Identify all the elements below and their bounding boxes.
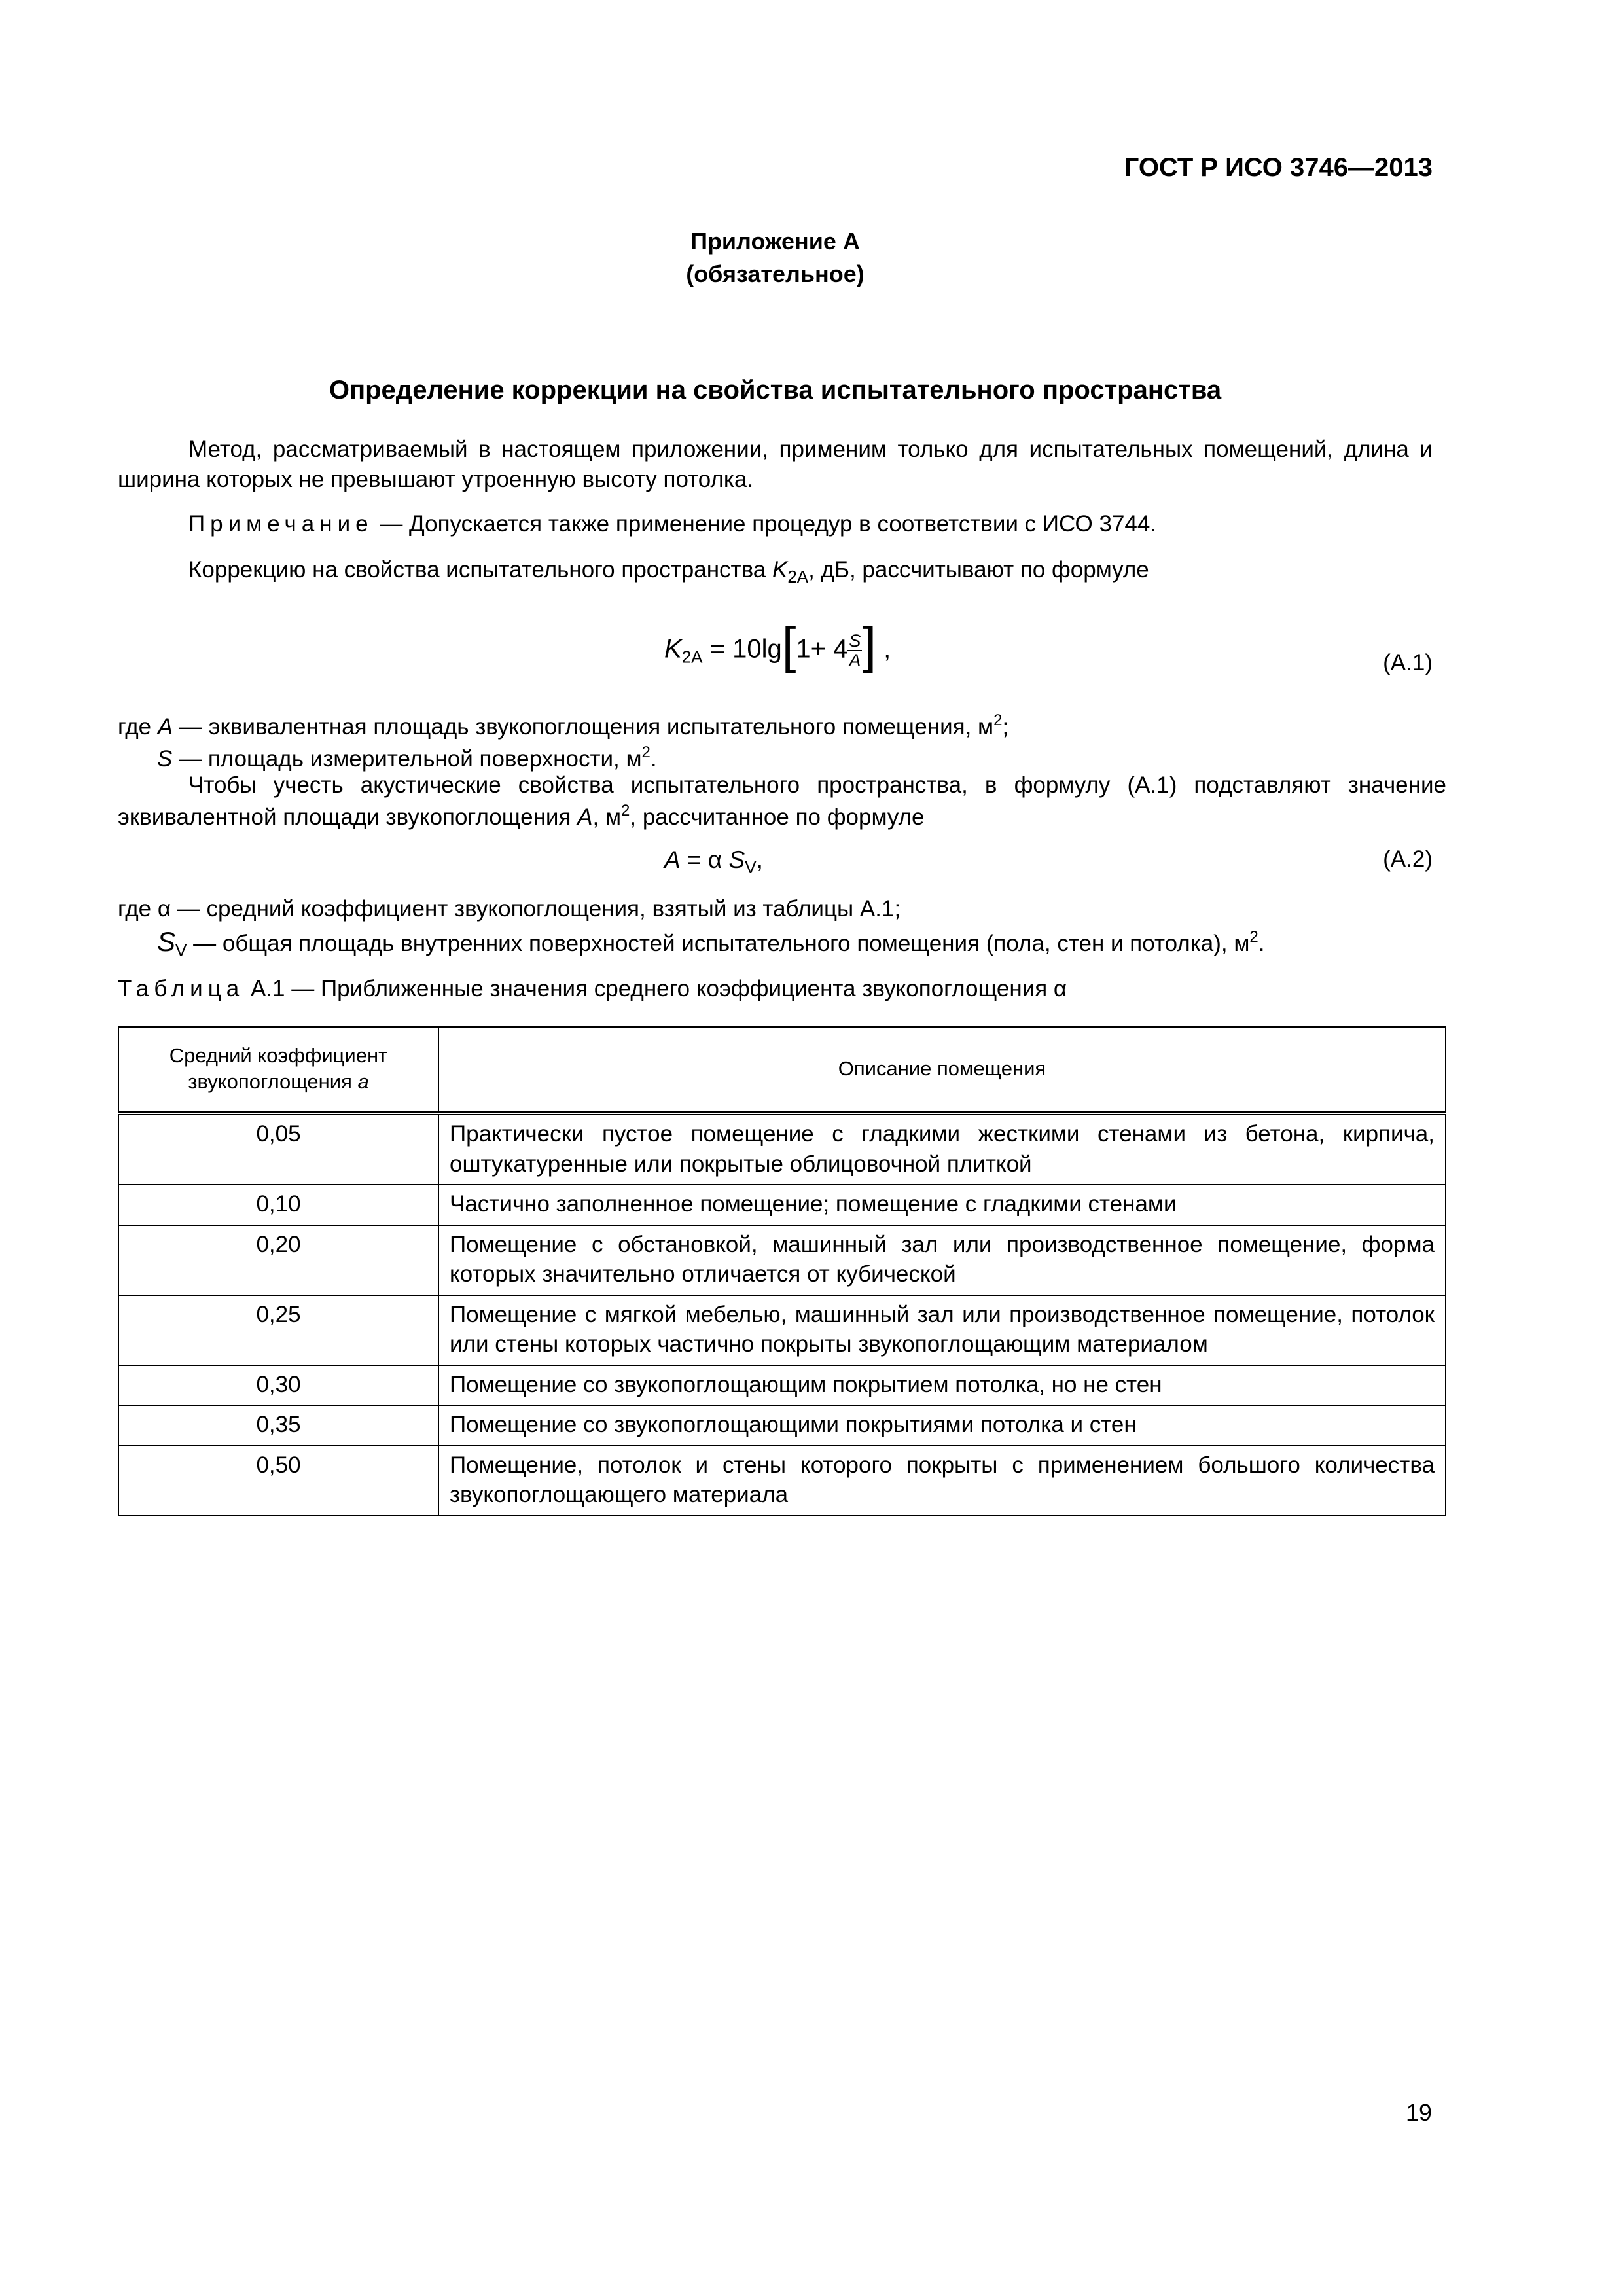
table-row <box>118 1225 1446 1295</box>
formula-a1 <box>664 616 891 674</box>
annex-label: Приложение А <box>690 228 860 255</box>
annex-title <box>118 225 1433 291</box>
absorption-table <box>118 1026 1446 1516</box>
fraction-s-over-a <box>847 632 862 670</box>
formula-a1-lhs: K <box>664 634 682 664</box>
formula-a2-eq: = α <box>680 846 729 873</box>
para2-symbol: A <box>577 804 593 830</box>
where-symbol: S <box>157 745 173 772</box>
where-dash: — <box>173 714 209 740</box>
where-end: . <box>1258 930 1265 956</box>
right-bracket: ] <box>862 616 877 674</box>
left-bracket: [ <box>781 616 796 674</box>
where-text: средний коэффициент звукопоглощения, взятый из таблицы A.1; <box>206 896 901 922</box>
where-text: общая площадь внутренних поверхностей испытательного помещения (пола, стен и потолка), м <box>222 930 1250 956</box>
coefficient-value: 0,30 <box>118 1365 438 1406</box>
table-caption-label: Таблица <box>118 976 245 1001</box>
coefficient-value: 0,50 <box>118 1446 438 1516</box>
where-text: площадь измерительной поверхности, м <box>207 745 642 772</box>
room-description: Помещение с мягкой мебелью, машинный зал или производственное помещение, потолок или стены которых частично покрыты звукопоглощающим материалом <box>438 1295 1446 1365</box>
coefficient-value: 0,05 <box>118 1113 438 1185</box>
where-text: эквивалентная площадь звукопоглощения испытательного помещения, м <box>208 714 994 740</box>
where-sup: 2 <box>993 711 1003 729</box>
where-dash: — <box>171 896 207 922</box>
formula-intro <box>118 555 1433 588</box>
para2-unit: , м <box>592 804 622 830</box>
where-list-2 <box>118 894 1446 961</box>
para2-sup: 2 <box>621 801 630 819</box>
where-item-alpha <box>118 894 1446 924</box>
table-row <box>118 1185 1446 1225</box>
formula-a1-comma: , <box>876 634 891 664</box>
coefficient-value: 0,25 <box>118 1295 438 1365</box>
room-description: Помещение с обстановкой, машинный зал или производственное помещение, форма которых значительно отличается от кубической <box>438 1225 1446 1295</box>
where-item-a <box>118 710 1440 742</box>
formula-intro-symbol: K <box>772 557 788 583</box>
formula-intro-text: Коррекцию на свойства испытательного пространства <box>188 557 772 583</box>
note-paragraph <box>118 509 1433 539</box>
where-list-1 <box>118 710 1440 774</box>
header-coefficient-text: Средний коэффициент звукопоглощения <box>169 1043 388 1093</box>
table-row <box>118 1113 1446 1185</box>
table-caption <box>118 974 1067 1004</box>
table-row <box>118 1446 1446 1516</box>
formula-a2-comma: , <box>756 846 763 873</box>
formula-a1-eq: = 10lg <box>702 634 782 664</box>
formula-a1-lhs-sub: 2A <box>681 647 703 667</box>
header-coefficient-symbol: a <box>357 1070 369 1093</box>
room-description: Помещение со звукопоглощающими покрытиями потолка и стен <box>438 1405 1446 1446</box>
room-description: Помещение, потолок и стены которого покрыты с применением большого количества звукопоглощающего материала <box>438 1446 1446 1516</box>
where-prefix: где <box>118 714 158 740</box>
room-description: Помещение со звукопоглощающим покрытием потолка, но не стен <box>438 1365 1446 1406</box>
coefficient-value: 0,10 <box>118 1185 438 1225</box>
formula-a2 <box>664 844 763 879</box>
formula-a2-number: (A.2) <box>1383 846 1433 872</box>
acoustic-paragraph <box>118 770 1446 832</box>
where-end: . <box>650 745 657 772</box>
formula-a2-lhs: A <box>664 846 681 873</box>
where-symbol: α <box>157 896 171 922</box>
room-description: Практически пустое помещение с гладкими жесткими стенами из бетона, кирпича, оштукатуренные или покрытые облицовочной плиткой <box>438 1113 1446 1185</box>
formula-intro-tail: , дБ, рассчитывают по формуле <box>808 557 1149 583</box>
header-description: Описание помещения <box>438 1027 1446 1113</box>
document-code: ГОСТ Р ИСО 3746—2013 <box>1124 153 1433 182</box>
where-sup: 2 <box>1249 927 1258 946</box>
formula-a1-number: (A.1) <box>1383 650 1433 675</box>
coefficient-value: 0,20 <box>118 1225 438 1295</box>
annex-status: (обязательное) <box>686 260 865 287</box>
formula-a2-sub: V <box>745 857 757 877</box>
note-label: Примечание <box>188 511 374 537</box>
where-symbol-sub: V <box>175 940 187 960</box>
where-item-sv <box>118 924 1446 962</box>
formula-a2-s: S <box>728 846 745 873</box>
table-row <box>118 1295 1446 1365</box>
formula-intro-subscript: 2A <box>787 567 809 586</box>
where-end: ; <box>1002 714 1009 740</box>
note-text: — Допускается также применение процедур в соответствии с ИСО 3744. <box>373 511 1157 537</box>
section-heading: Определение коррекции на свойства испытательного пространства <box>329 376 1222 404</box>
where-dash: — <box>172 745 208 772</box>
table-header-row <box>118 1027 1446 1113</box>
fraction-denominator: A <box>849 651 861 670</box>
where-item-s <box>118 742 1440 774</box>
where-prefix: где <box>118 896 158 922</box>
coefficient-value: 0,35 <box>118 1405 438 1446</box>
table-caption-text: A.1 — Приближенные значения среднего коэффициента звукопоглощения α <box>244 976 1067 1001</box>
para2-tail: , рассчитанное по формуле <box>630 804 925 830</box>
page-number: 19 <box>1405 2099 1432 2126</box>
table-row <box>118 1365 1446 1406</box>
table-row <box>118 1405 1446 1446</box>
intro-paragraph: Метод, рассматриваемый в настоящем приложении, применим только для испытательных помещений, длина и ширина которых не превышают утроенную высоту потолка. <box>118 437 1433 492</box>
fraction-numerator: S <box>849 631 861 651</box>
para2-text: Чтобы учесть акустические свойства испытательного пространства, в формулу (A.1) подставляют значение эквивалентной площади звукопоглощения <box>118 772 1446 830</box>
where-sup: 2 <box>641 743 651 761</box>
where-symbol: A <box>157 714 173 740</box>
formula-a1-term: 1+ 4 <box>796 634 848 664</box>
where-symbol: S <box>157 925 176 957</box>
where-dash: — <box>187 930 223 956</box>
room-description: Частично заполненное помещение; помещение с гладкими стенами <box>438 1185 1446 1225</box>
header-coefficient <box>118 1027 438 1113</box>
